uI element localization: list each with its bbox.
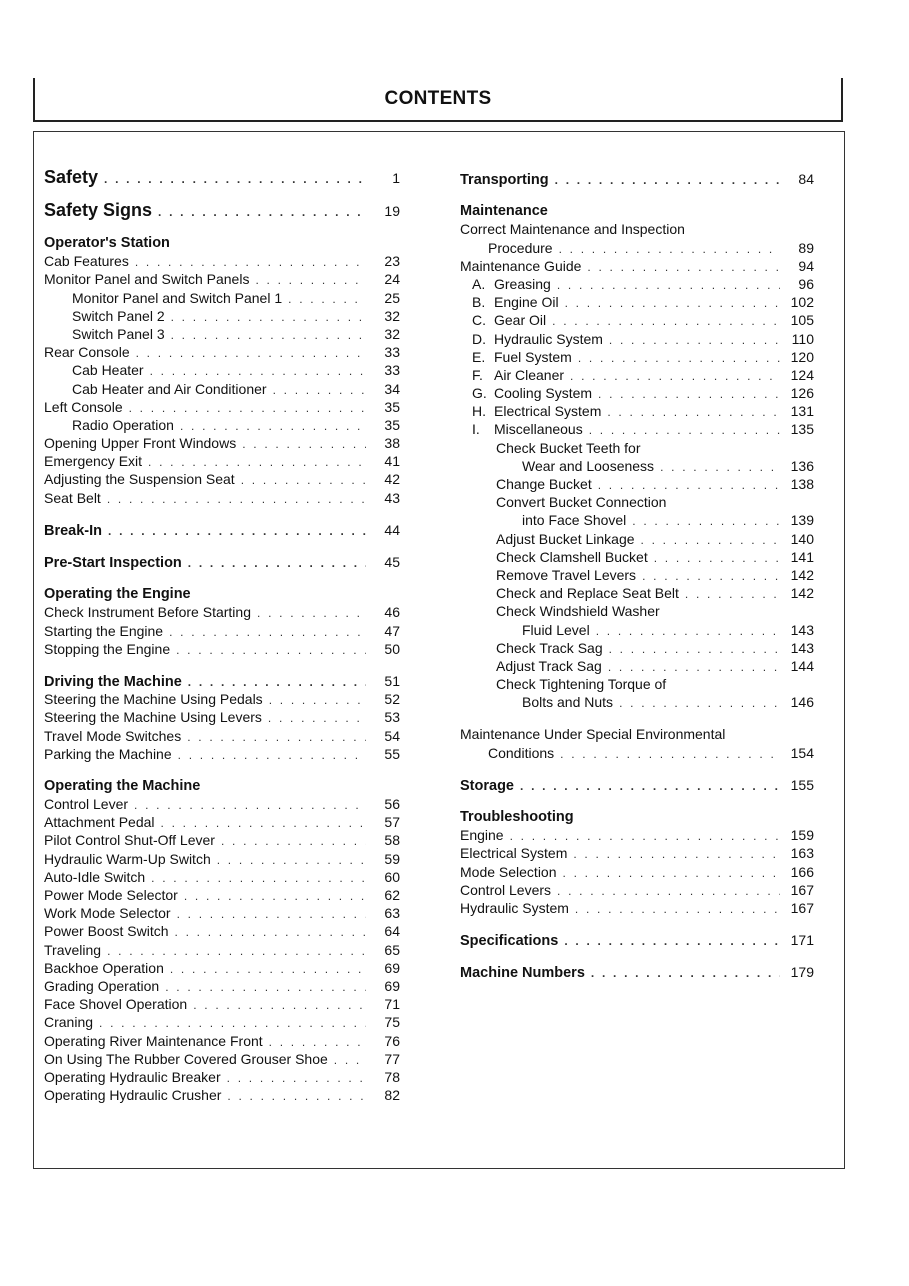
toc-entry[interactable]: Cab Heater . . . 33 — [44, 361, 400, 379]
toc-entry-text: Maintenance Under Special Environmental — [460, 726, 726, 743]
toc-entry[interactable]: F. Air Cleaner . . . 124 — [460, 366, 814, 384]
toc-entry[interactable]: Radio Operation . . . 35 — [44, 416, 400, 434]
toc-entry[interactable]: Cab Heater and Air Conditioner . . . 34 — [44, 380, 400, 398]
toc-entry[interactable]: Operating Hydraulic Crusher . . . 82 — [44, 1086, 400, 1104]
toc-entry[interactable]: Steering the Machine Using Levers . . . 53 — [44, 708, 400, 726]
toc-entry[interactable]: Seat Belt . . . 43 — [44, 489, 400, 507]
left-column — [44, 165, 400, 1104]
toc-entry[interactable]: Grading Operation . . . 69 — [44, 977, 400, 995]
toc-entry-machine-numbers[interactable]: Machine Numbers . . . 179 — [460, 963, 814, 981]
toc-entry[interactable]: Engine . . . 159 — [460, 826, 814, 844]
toc-entry[interactable]: Operating River Maintenance Front . . . 76 — [44, 1032, 400, 1050]
toc-entry[interactable]: Switch Panel 2 . . . 32 — [44, 307, 400, 325]
toc-entry[interactable]: Emergency Exit . . . 41 — [44, 452, 400, 470]
toc-entry[interactable]: Pilot Control Shut-Off Lever . . . 58 — [44, 831, 400, 849]
toc-entry[interactable]: Conditions . . . 154 — [460, 744, 814, 762]
toc-entry[interactable]: Steering the Machine Using Pedals . . . 52 — [44, 690, 400, 708]
toc-entry-text: Check Bucket Teeth for — [496, 439, 641, 456]
toc-entry-safety-signs[interactable]: Safety Signs . . . 19 — [44, 198, 400, 222]
section-heading-maintenance: Maintenance — [460, 203, 548, 220]
toc-entry-text: Correct Maintenance and Inspection — [460, 221, 685, 238]
toc-entry[interactable]: G. Cooling System . . . 126 — [460, 384, 814, 402]
title-frame — [33, 78, 843, 122]
toc-entry[interactable]: into Face Shovel . . . 139 — [460, 511, 814, 529]
page-title: CONTENTS — [384, 88, 492, 109]
toc-entry[interactable]: Check Instrument Before Starting . . . 46 — [44, 603, 400, 621]
toc-entry-transporting[interactable]: Transporting . . . 84 — [460, 170, 814, 188]
toc-entry[interactable]: Traveling . . . 65 — [44, 941, 400, 959]
toc-entry[interactable]: Work Mode Selector . . . 63 — [44, 904, 400, 922]
toc-entry[interactable]: Backhoe Operation . . . 69 — [44, 959, 400, 977]
toc-entry-text: Check Windshield Washer — [496, 603, 660, 620]
toc-entry[interactable]: I. Miscellaneous . . . 135 — [460, 420, 814, 438]
toc-entry-text: Check Tightening Torque of — [496, 676, 667, 693]
toc-entry[interactable]: Cab Features . . . 23 — [44, 252, 400, 270]
toc-entry[interactable]: Attachment Pedal . . . 57 — [44, 813, 400, 831]
toc-entry[interactable]: Check and Replace Seat Belt . . . 142 — [460, 584, 814, 602]
toc-entry[interactable]: A. Greasing . . . 96 — [460, 275, 814, 293]
toc-entry[interactable]: Power Boost Switch . . . 64 — [44, 922, 400, 940]
toc-entry[interactable]: E. Fuel System . . . 120 — [460, 348, 814, 366]
toc-entry[interactable]: Bolts and Nuts . . . 146 — [460, 693, 814, 711]
section-heading-troubleshooting: Troubleshooting — [460, 809, 574, 825]
toc-entry[interactable]: Stopping the Engine . . . 50 — [44, 640, 400, 658]
toc-entry[interactable]: Control Lever . . . 56 — [44, 795, 400, 813]
section-heading-operators-station: Operator's Station — [44, 235, 170, 251]
toc-entry[interactable]: On Using The Rubber Covered Grouser Shoe . . . 77 — [44, 1050, 400, 1068]
section-heading-operating-machine: Operating the Machine — [44, 777, 201, 794]
toc-entry[interactable]: Hydraulic Warm-Up Switch . . . 59 — [44, 850, 400, 868]
toc-entry[interactable]: Operating Hydraulic Breaker . . . 78 — [44, 1068, 400, 1086]
toc-entry[interactable]: Adjusting the Suspension Seat . . . 42 — [44, 470, 400, 488]
toc-entry[interactable]: C. Gear Oil . . . 105 — [460, 311, 814, 329]
toc-entry[interactable]: Adjust Bucket Linkage . . . 140 — [460, 530, 814, 548]
toc-entry[interactable]: Rear Console . . . 33 — [44, 343, 400, 361]
toc-entry[interactable]: Craning . . . 75 — [44, 1013, 400, 1031]
toc-entry[interactable]: Switch Panel 3 . . . 32 — [44, 325, 400, 343]
toc-entry[interactable]: Left Console . . . 35 — [44, 398, 400, 416]
toc-entry[interactable]: D. Hydraulic System . . . 110 — [460, 330, 814, 348]
toc-entry[interactable]: Opening Upper Front Windows . . . 38 — [44, 434, 400, 452]
toc-entry[interactable]: Parking the Machine . . . 55 — [44, 745, 400, 763]
toc-entry-pre-start-inspection[interactable]: Pre-Start Inspection . . . 45 — [44, 553, 400, 571]
toc-entry-safety[interactable]: Safety . . . 1 — [44, 165, 400, 189]
section-heading-operating-engine: Operating the Engine — [44, 586, 191, 603]
toc-entry[interactable]: Control Levers . . . 167 — [460, 881, 814, 899]
toc-entry[interactable]: H. Electrical System . . . 131 — [460, 402, 814, 420]
right-column — [460, 170, 814, 982]
toc-entry[interactable]: Wear and Looseness . . . 136 — [460, 457, 814, 475]
toc-entry[interactable]: Travel Mode Switches . . . 54 — [44, 727, 400, 745]
toc-entry-storage[interactable]: Storage . . . 155 — [460, 776, 814, 794]
toc-entry-driving-machine[interactable]: Driving the Machine . . . 51 — [44, 672, 400, 690]
toc-entry[interactable]: Change Bucket . . . 138 — [460, 475, 814, 493]
toc-entry[interactable]: Fluid Level . . . 143 — [460, 621, 814, 639]
toc-entry-specifications[interactable]: Specifications . . . 171 — [460, 931, 814, 949]
toc-entry[interactable]: Starting the Engine . . . 47 — [44, 622, 400, 640]
toc-entry[interactable]: Maintenance Guide . . . 94 — [460, 257, 814, 275]
toc-entry[interactable]: Monitor Panel and Switch Panel 1 . . . 25 — [44, 289, 400, 307]
toc-entry[interactable]: Auto-Idle Switch . . . 60 — [44, 868, 400, 886]
toc-entry[interactable]: Hydraulic System . . . 167 — [460, 899, 814, 917]
toc-entry[interactable]: Mode Selection . . . 166 — [460, 863, 814, 881]
toc-entry[interactable]: Adjust Track Sag . . . 144 — [460, 657, 814, 675]
toc-entry[interactable]: Remove Travel Levers . . . 142 — [460, 566, 814, 584]
toc-entry[interactable]: Check Track Sag . . . 143 — [460, 639, 814, 657]
toc-entry-break-in[interactable]: Break-In . . . 44 — [44, 521, 400, 539]
toc-entry[interactable]: Check Clamshell Bucket . . . 141 — [460, 548, 814, 566]
toc-entry[interactable]: Procedure . . . 89 — [460, 239, 814, 257]
toc-entry[interactable]: Monitor Panel and Switch Panels . . . 24 — [44, 270, 400, 288]
toc-entry[interactable]: Electrical System . . . 163 — [460, 844, 814, 862]
toc-entry-text: Convert Bucket Connection — [496, 494, 667, 511]
toc-entry[interactable]: Face Shovel Operation . . . 71 — [44, 995, 400, 1013]
toc-entry[interactable]: Power Mode Selector . . . 62 — [44, 886, 400, 904]
toc-entry[interactable]: B. Engine Oil . . . 102 — [460, 293, 814, 311]
